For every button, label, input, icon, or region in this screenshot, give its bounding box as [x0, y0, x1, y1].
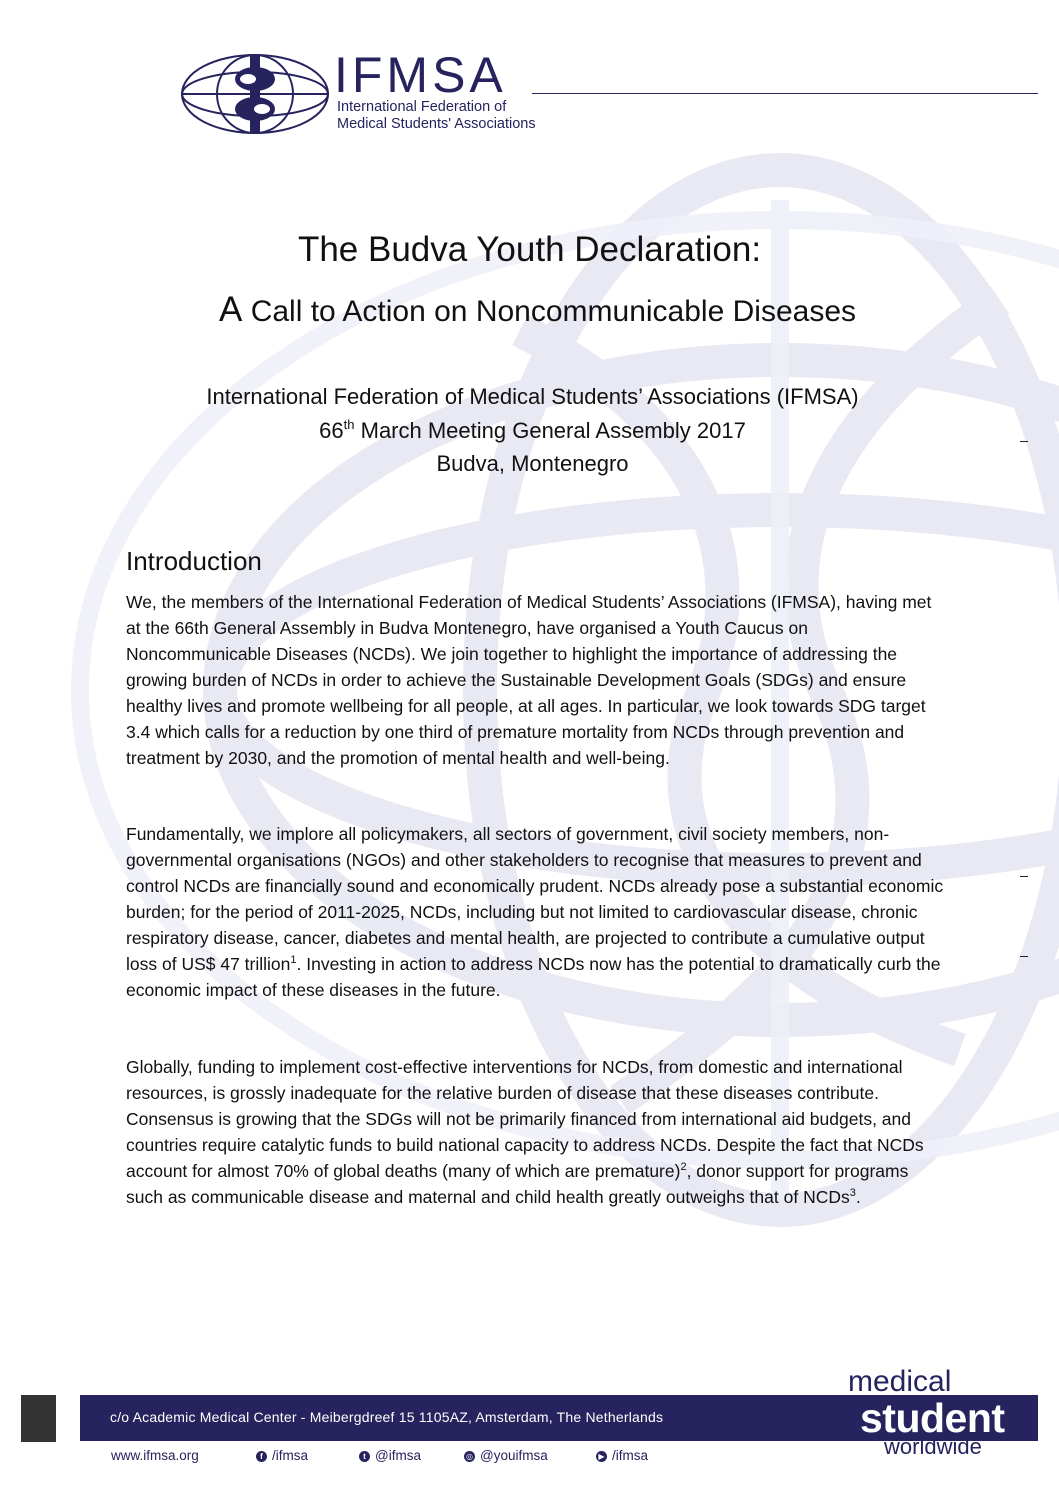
twitter-icon: t [359, 1451, 370, 1462]
footer-square [21, 1395, 56, 1442]
website-link[interactable]: www.ifmsa.org [111, 1448, 199, 1463]
org-line-2 [0, 414, 1059, 448]
margin-mark [1020, 876, 1028, 877]
document-title: The Budva Youth Declaration: [297, 230, 762, 269]
facebook-link[interactable] [256, 1448, 308, 1463]
subtitle-initial: A [219, 290, 243, 329]
paragraph-2-text-a: Fundamentally, we implore all policymakers, all sectors of government, civil society members, non-governmental organisations (NGOs) and other stakeholders to recognise that measures to prevent and control NCDs are financially sound and economically prudent. NCDs already pose a substantial economic burden; for the period of 2011-2025, NCDs, including but not limited to cardiovascular disease, chronic respiratory disease, cancer, diabetes and mental health, are projected to contribute a cumulative output loss of US$ 47 trillion [126, 824, 944, 974]
margin-mark [1020, 956, 1028, 957]
twitter-handle: @ifmsa [375, 1448, 421, 1463]
facebook-handle: /ifmsa [272, 1448, 309, 1463]
intro-paragraph-2 [126, 821, 946, 1003]
meeting-number: 66 [319, 417, 344, 443]
introduction-heading: Introduction [126, 546, 262, 576]
logo-title: IFMSA [334, 47, 507, 103]
instagram-icon: ◎ [464, 1451, 475, 1462]
logo-subtitle-line2: Medical Students' Associations [337, 116, 536, 132]
header-rule [532, 93, 1038, 94]
org-line-3: Budva, Montenegro [436, 451, 629, 476]
paragraph-3-text-c: . [855, 1187, 861, 1207]
footnote-ref-2: 2 [680, 1161, 687, 1173]
brand-student: student [860, 1395, 1005, 1441]
organization-block [0, 380, 1059, 481]
twitter-link[interactable] [359, 1448, 421, 1463]
instagram-link[interactable] [464, 1448, 548, 1463]
subtitle-rest: Call to Action on Noncommunicable Diseases [242, 295, 856, 328]
intro-paragraph-1: We, the members of the International Federation of Medical Students’ Associations (IFMSA), having met at the 66th General Assembly in Budva Montenegro, have organised a Youth Caucus on Noncommunicable Diseases (NCDs). We join together to highlight the importance of addressing the growing burden of NCDs in order to achieve the Sustainable Development Goals (SDGs) and ensure healthy lives and promote wellbeing for all people, at all ages. In particular, we look towards SDG target 3.4 which calls for a reduction by one third of premature mortality from NCDs through prevention and treatment by 2030, and the promotion of mental health and well-being. [126, 592, 932, 768]
logo-subtitle-line1: International Federation of [337, 99, 507, 115]
brand-medical: medical [848, 1365, 952, 1398]
footnote-ref-3: 3 [849, 1187, 856, 1199]
footer-address: c/o Academic Medical Center - Meibergdreef 15 1105AZ, Amsterdam, The Netherlands [110, 1409, 664, 1425]
ifmsa-logo-emblem [180, 52, 330, 136]
intro-paragraph-3 [126, 1054, 946, 1210]
meeting-ordinal: th [343, 416, 355, 432]
meeting-name: March Meeting General Assembly 2017 [354, 417, 746, 443]
facebook-icon: f [256, 1451, 267, 1462]
youtube-handle: /ifmsa [612, 1448, 649, 1463]
brand-worldwide: worldwide [884, 1434, 982, 1459]
paragraph-2-text-b: . Investing in action to address NCDs now has the potential to dramatically curb the economic impact of these diseases in the future. [126, 954, 941, 1000]
instagram-handle: @youifmsa [480, 1448, 548, 1463]
document-subtitle [0, 290, 1059, 332]
footnote-ref-1: 1 [290, 954, 297, 966]
paragraph-3-text-b: , donor support for programs such as communicable disease and maternal and child health greatly outweighs that of NCDs [126, 1161, 909, 1207]
org-line-1: International Federation of Medical Students’ Associations (IFMSA) [206, 384, 859, 409]
margin-mark [1020, 441, 1028, 442]
youtube-link[interactable] [596, 1448, 648, 1463]
paragraph-3-text-a: Globally, funding to implement cost-effective interventions for NCDs, from domestic and international resources, is grossly inadequate for the relative burden of disease that these diseases contribute. Consensus is growing that the SDGs will not be primarily financed from international aid budgets, and countries require catalytic funds to build national capacity to address NCDs. Despite the fact that NCDs account for almost 70% of global deaths (many of which are premature) [126, 1057, 924, 1181]
logo-subtitle [337, 99, 577, 133]
youtube-icon: ▶ [596, 1451, 607, 1462]
